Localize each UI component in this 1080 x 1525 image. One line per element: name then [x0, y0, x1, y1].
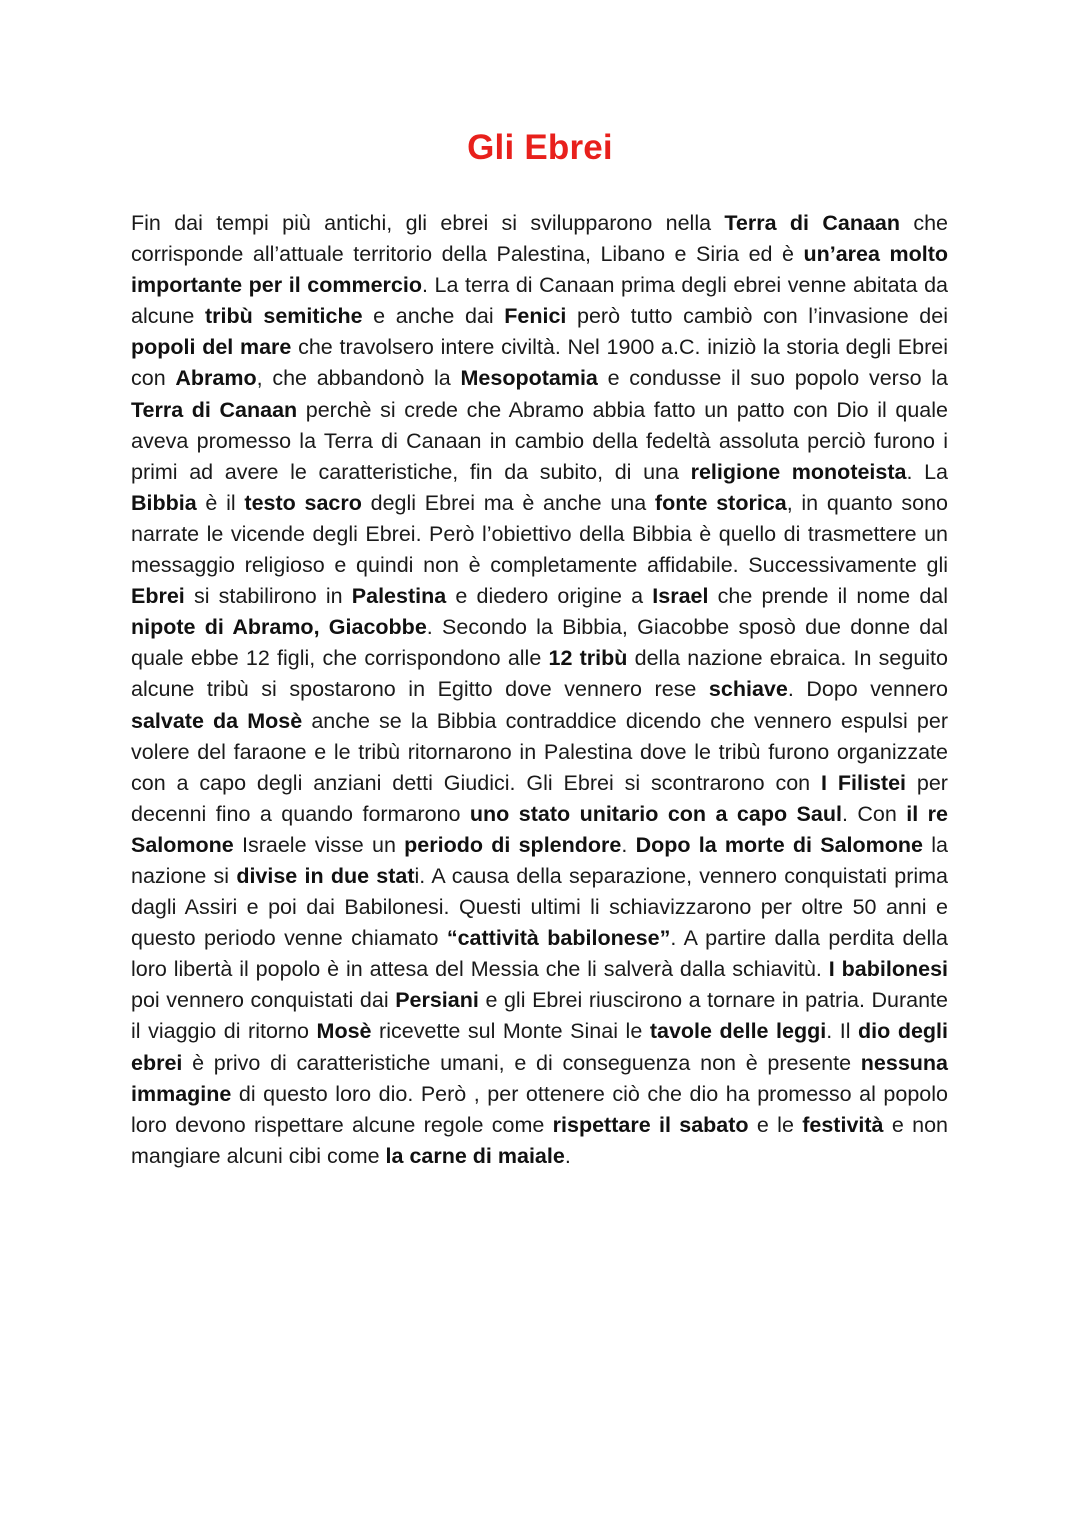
text-run: perchè si crede che Abramo abbia fatto un patto con Dio il quale aveva promesso la Terra di Canaan in cambio della fedeltà assoluta perciò furono i primi ad avere le caratteristiche, fin da subito, di una: [131, 397, 948, 484]
bold-text-run: dio degli ebrei: [131, 1019, 949, 1075]
bold-text-run: I Filistei: [821, 770, 906, 795]
bold-text-run: schiave: [708, 677, 788, 702]
bold-text-run: Persiani: [395, 988, 479, 1013]
bold-text-run: Palestina: [351, 584, 447, 609]
text-run: della nazione ebraica. In seguito alcune tribù si spostarono in Egitto dove vennero rese: [131, 646, 948, 702]
bold-text-run: nessuna immagine: [131, 1050, 948, 1106]
text-run: la nazione si: [131, 832, 948, 888]
text-run: si stabilirono in: [184, 584, 352, 609]
text-run: degli Ebrei ma è anche una: [361, 490, 655, 515]
text-run: e le: [748, 1112, 803, 1137]
text-run: .: [621, 832, 636, 857]
bold-text-run: I babilonesi: [828, 957, 948, 982]
text-run: e diedero origine a: [446, 584, 653, 609]
bold-text-run: nipote di Abramo, Giacobbe: [131, 615, 427, 640]
bold-text-run: periodo di splendore: [404, 832, 622, 857]
text-run: e anche dai: [362, 304, 505, 329]
text-run: e gli Ebrei riuscirono a tornare in patria. Durante il viaggio di ritorno: [131, 988, 948, 1044]
text-run: anche se la Bibbia contraddice dicendo che vennero espulsi per volere del faraone e le tribù ritornarono in Palestina dove le tribù furono organizzate con a capo degli anziani detti Giudici. Gli Ebrei si scontrarono con: [131, 708, 948, 795]
page-title: Gli Ebrei: [467, 128, 613, 167]
text-run: Israele visse un: [233, 832, 405, 857]
bold-text-run: divise in due stat: [236, 863, 415, 888]
text-run: che prende il nome dal: [708, 584, 949, 609]
bold-text-run: testo sacro: [244, 490, 362, 515]
text-run: , che abbandonò la: [256, 366, 461, 391]
bold-text-run: uno stato unitario con a capo Saul: [469, 801, 842, 826]
text-run: che corrisponde all’attuale territorio della Palestina, Libano e Siria ed è: [131, 211, 948, 267]
text-run: . Dopo vennero: [787, 677, 949, 702]
bold-text-run: Terra di Canaan: [131, 397, 298, 422]
bold-text-run: Fenici: [504, 304, 567, 329]
text-run: Fin dai tempi più antichi, gli ebrei si svilupparono nella: [131, 211, 725, 235]
text-run: è privo di caratteristiche umani, e di conseguenza non è presente: [182, 1050, 861, 1075]
text-run: . A partire dalla perdita della loro libertà il popolo è in attesa del Messia che li salverà dalla schiavitù.: [131, 926, 948, 982]
text-run: ricevette sul Monte Sinai le: [371, 1019, 650, 1044]
bold-text-run: Terra di Canaan: [724, 211, 900, 235]
bold-text-run: Dopo la morte di Salomone: [635, 832, 924, 857]
bold-text-run: tribù semitiche: [204, 304, 363, 329]
bold-text-run: rispettare il sabato: [552, 1112, 749, 1137]
bold-text-run: la carne di maiale: [385, 1143, 565, 1168]
bold-text-run: Mesopotamia: [460, 366, 598, 391]
text-run: , in quanto sono narrate le vicende degli Ebrei. Però l’obiettivo della Bibbia è quello di trasmettere un messaggio religioso e quindi non è completamente affidabile. Successivamente gli: [131, 490, 948, 578]
text-run: per decenni fino a quando formarono: [131, 770, 948, 826]
text-run: . La: [906, 459, 948, 484]
bold-text-run: Abramo: [175, 366, 257, 391]
bold-text-run: Ebrei: [131, 584, 185, 609]
text-run: che travolsero intere civiltà. Nel 1900 a.C. iniziò la storia degli Ebrei con: [131, 335, 948, 391]
text-run: i. A causa della separazione, vennero conquistati prima dagli Assiri e poi dai Babilonesi. Questi ultimi li schiavizzarono per oltre 50 anni e questo periodo venne chiamato: [131, 863, 949, 951]
text-run: .: [564, 1143, 571, 1168]
text-run: . Con: [841, 801, 907, 826]
bold-text-run: Israel: [652, 584, 709, 609]
bold-text-run: “cattività babilonese”: [446, 926, 671, 951]
bold-text-run: popoli del mare: [131, 335, 292, 360]
bold-text-run: salvate da Mosè: [131, 708, 303, 733]
bold-text-run: tavole delle leggi: [649, 1019, 827, 1044]
bold-text-run: 12 tribù: [548, 646, 628, 671]
bold-text-run: Bibbia: [131, 490, 197, 515]
text-run: . Secondo la Bibbia, Giacobbe sposò due donne dal quale ebbe 12 figli, che corrispondono alle: [131, 615, 948, 671]
bold-text-run: il re Salomone: [131, 801, 948, 857]
text-run: . Il: [826, 1019, 859, 1044]
text-run: e non mangiare alcuni cibi come: [131, 1112, 948, 1168]
text-run: è il: [196, 490, 245, 515]
body-paragraph: [131, 208, 948, 1172]
text-run: di questo loro dio. Però , per ottenere ciò che dio ha promesso al popolo loro devono rispettare alcune regole come: [131, 1081, 948, 1137]
bold-text-run: un’area molto importante per il commercio: [131, 242, 948, 298]
bold-text-run: Mosè: [316, 1019, 372, 1044]
text-run: . La terra di Canaan prima degli ebrei venne abitata da alcune: [131, 273, 948, 329]
text-run: poi vennero conquistati dai: [131, 988, 396, 1013]
bold-text-run: religione monoteista: [690, 459, 907, 484]
text-run: e condusse il suo popolo verso la: [597, 366, 949, 391]
text-run: però tutto cambiò con l’invasione dei: [566, 304, 948, 329]
bold-text-run: festività: [802, 1112, 884, 1137]
bold-text-run: fonte storica: [654, 490, 787, 515]
